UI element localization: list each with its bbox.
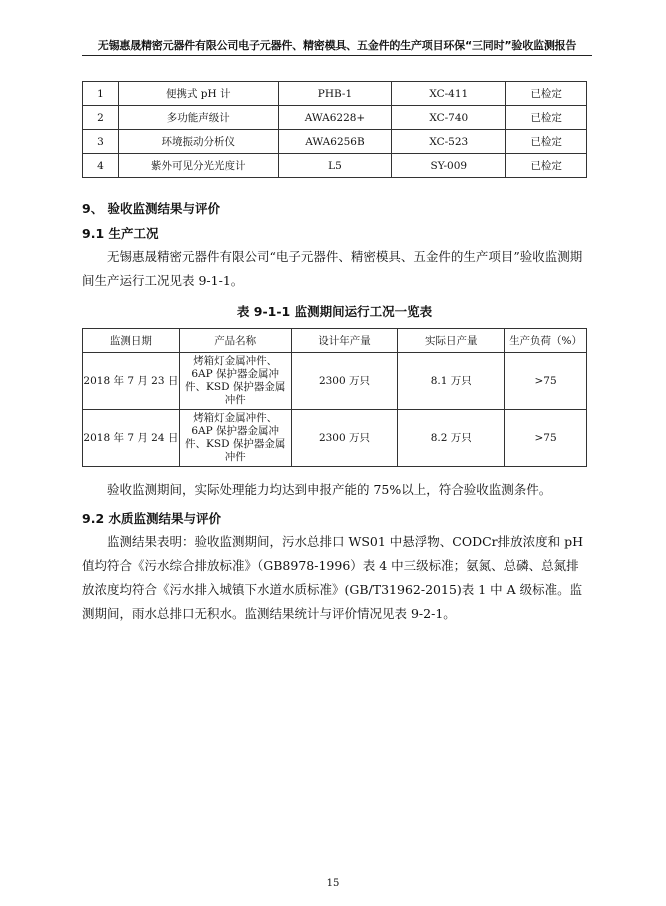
- table-cell: >75: [505, 410, 587, 467]
- table-row: [83, 410, 587, 467]
- table-cell: 紫外可见分光光度计: [118, 154, 278, 178]
- table-cell: PHB-1: [278, 82, 392, 106]
- table-cell: L5: [278, 154, 392, 178]
- table-cell: AWA6228+: [278, 106, 392, 130]
- table-cell: 已检定: [506, 130, 587, 154]
- instrument-table: [82, 81, 587, 178]
- paragraph-text: 无锡惠晟精密元器件有限公司“电子元器件、精密模具、五金件的生产项目”验收监测期间生产运行工况见表 9-1-1。: [82, 249, 583, 288]
- section-9-2-paragraph: [82, 530, 590, 626]
- table-row: [83, 82, 587, 106]
- table-cell: 已检定: [506, 82, 587, 106]
- column-header: 监测日期: [83, 329, 180, 353]
- table-cell: 已检定: [506, 106, 587, 130]
- table-row: [83, 353, 587, 410]
- table-caption: 表 9-1-1 监测期间运行工况一览表: [236, 304, 433, 319]
- table-cell: 2300 万只: [291, 353, 398, 410]
- table-cell: 4: [83, 154, 119, 178]
- table-cell: 2: [83, 106, 119, 130]
- table-cell: 3: [83, 130, 119, 154]
- table-cell: >75: [505, 353, 587, 410]
- section-9-title: 9、 验收监测结果与评价: [82, 201, 221, 216]
- table-cell: 2300 万只: [291, 410, 398, 467]
- table-row: [83, 106, 587, 130]
- section-9-2-title: 9.2 水质监测结果与评价: [82, 511, 221, 526]
- column-header: 生产负荷（%）: [505, 329, 587, 353]
- column-header: 设计年产量: [291, 329, 398, 353]
- header-divider: [82, 55, 592, 56]
- table-cell: XC-523: [392, 130, 506, 154]
- table-cell: SY-009: [392, 154, 506, 178]
- paragraph-text: 验收监测期间，实际处理能力均达到申报产能的 75%以上，符合验收监测条件。: [107, 482, 552, 497]
- capacity-paragraph: [82, 478, 590, 502]
- page-number: 15: [326, 878, 340, 889]
- paragraph-text: 监测结果表明：验收监测期间，污水总排口 WS01 中悬浮物、CODCr排放浓度和 pH 值均符合《污水综合排放标准》（GB8978-1996）表 4 中三级标准；氨氮、总磷、总氮排放浓度均符合《污水排入城镇下水道水质标准》(GB/T31962-2015)表 1 中 A 级标准。监测期间，雨水总排口无积水。监测结果统计与评价情况见表 9-2-1。: [82, 534, 584, 621]
- section-9-1-title: 9.1 生产工况: [82, 226, 159, 241]
- table-cell: 2018 年 7 月 23 日: [83, 353, 180, 410]
- table-cell: 便携式 pH 计: [118, 82, 278, 106]
- table-cell: 烤箱灯金属冲件、6AP 保护器金属冲件、KSD 保护器金属冲件: [179, 410, 291, 467]
- table-row: [83, 154, 587, 178]
- table-cell: 环境振动分析仪: [118, 130, 278, 154]
- table-cell: 多功能声级计: [118, 106, 278, 130]
- table-cell: 烤箱灯金属冲件、6AP 保护器金属冲件、KSD 保护器金属冲件: [179, 353, 291, 410]
- table-cell: 8.1 万只: [398, 353, 505, 410]
- table-cell: AWA6256B: [278, 130, 392, 154]
- table-cell: 2018 年 7 月 24 日: [83, 410, 180, 467]
- table-cell: 1: [83, 82, 119, 106]
- section-9-1-paragraph: [82, 245, 590, 293]
- table-header-row: [83, 329, 587, 353]
- table-cell: XC-411: [392, 82, 506, 106]
- table-row: [83, 130, 587, 154]
- operating-conditions-table: [82, 328, 587, 467]
- table-cell: 已检定: [506, 154, 587, 178]
- column-header: 实际日产量: [398, 329, 505, 353]
- table-cell: XC-740: [392, 106, 506, 130]
- column-header: 产品名称: [179, 329, 291, 353]
- report-header: 无锡惠晟精密元器件有限公司电子元器件、精密模具、五金件的生产项目环保“三同时”验收监测报告: [97, 39, 577, 52]
- table-cell: 8.2 万只: [398, 410, 505, 467]
